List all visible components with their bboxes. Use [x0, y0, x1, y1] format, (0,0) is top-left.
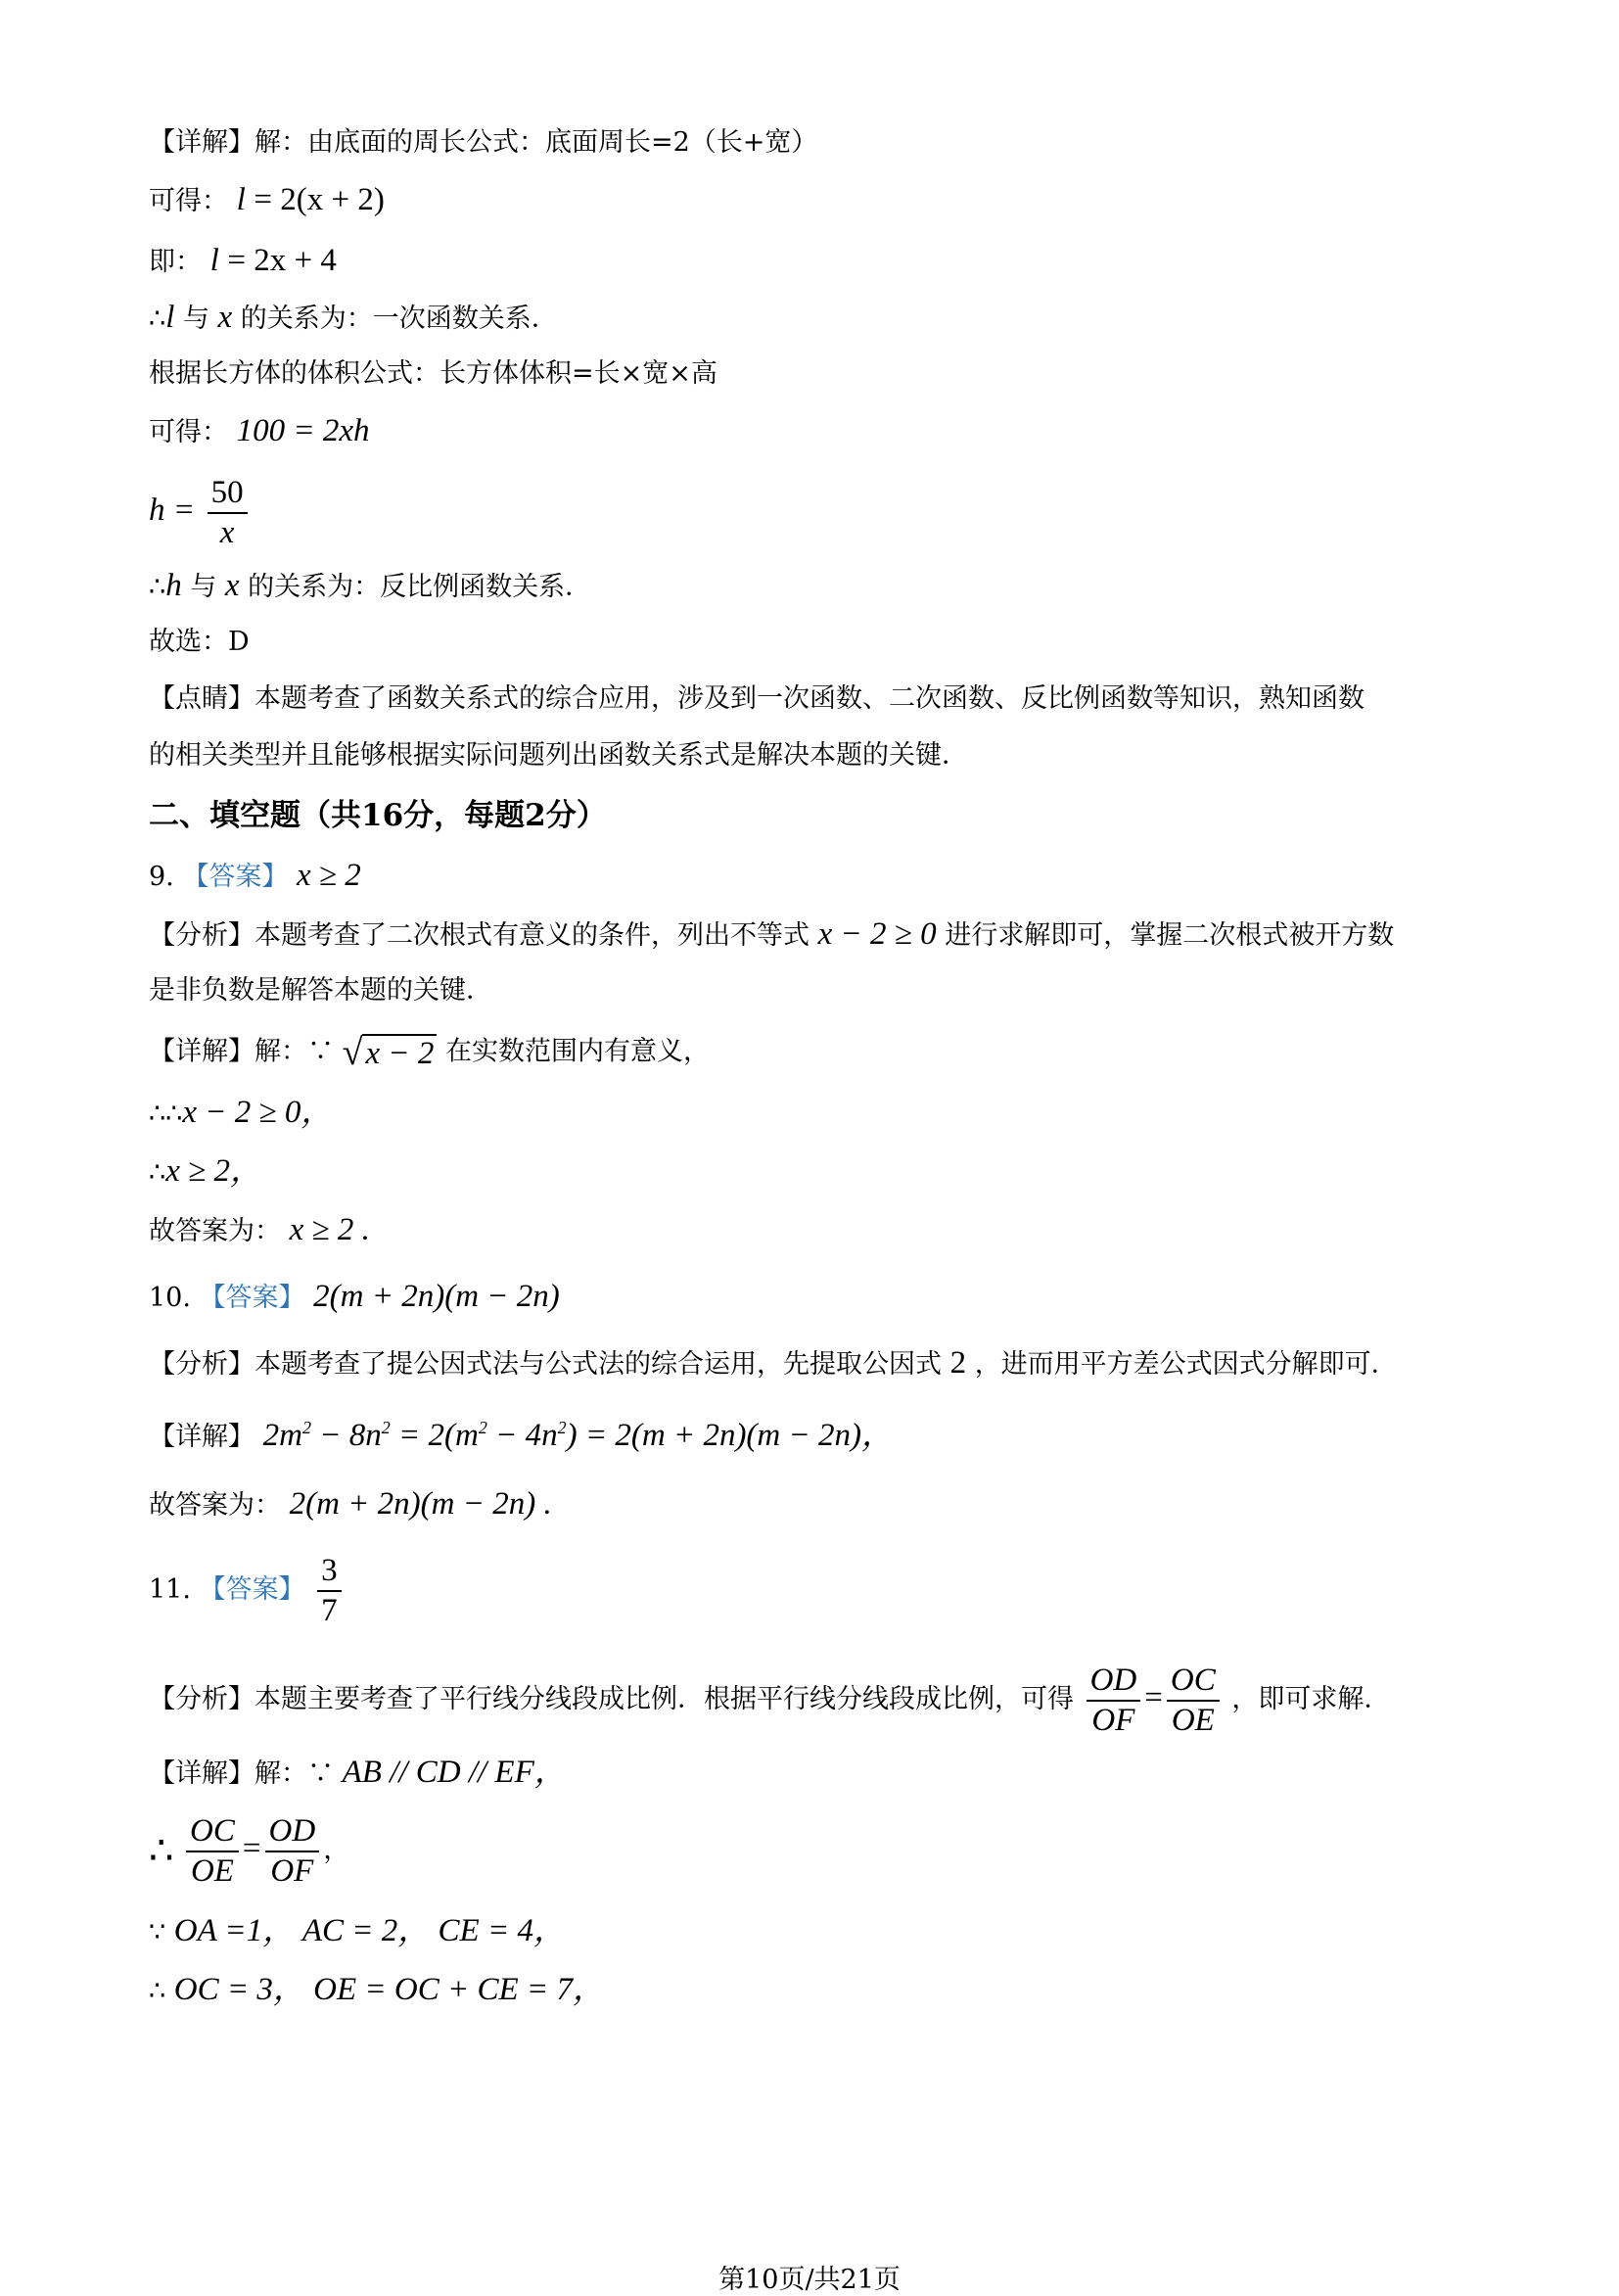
- text: ，即可求解．: [1231, 1684, 1391, 1714]
- text-line: [149, 1212, 370, 1249]
- fraction: [317, 1552, 342, 1628]
- exponent: 2: [478, 1418, 487, 1437]
- question-number: 10.: [149, 1283, 191, 1313]
- text: 【分析】本题考查了提公因式法与公式法的综合运用，先提取公因式: [149, 1349, 942, 1380]
- answer-tag: 【答案】: [199, 1283, 305, 1313]
- math-expression: x − 2 ≥ 0: [817, 916, 937, 952]
- text-line: ∴ $\frac{OC}{OE}$ = $\frac{OD}{OF}$ ，: [149, 1812, 350, 1889]
- answer-tag: 【答案】: [182, 862, 289, 892]
- text: 的关系为：反比例函数关系．: [248, 572, 592, 602]
- section-heading: 二、填空题（共16分，每题2分）: [149, 798, 607, 833]
- math-expression: OA =1， AC = 2， CE = 4，: [173, 1913, 566, 1948]
- numerator: 50: [208, 477, 248, 514]
- math-var-l: l: [165, 300, 175, 335]
- term: ) = 2(m + 2n)(m − 2n)，: [566, 1418, 895, 1453]
- text-line: [149, 1034, 710, 1071]
- text-line: [149, 916, 1394, 954]
- fraction: [1167, 1664, 1220, 1737]
- text-line: [149, 466, 252, 556]
- text: 【详解】解：∵: [149, 1036, 334, 1067]
- radicand: x − 2: [362, 1034, 437, 1071]
- text-line: 根据长方体的体积公式：长方体体积=长×宽×高: [149, 358, 717, 389]
- equals-sign: =: [1144, 1680, 1163, 1715]
- therefore: ∴: [149, 572, 166, 602]
- math-expression: x − 2 ≥ 0，: [182, 1095, 334, 1130]
- math-expression: 100 = 2xh: [236, 413, 370, 448]
- label: 可得：: [149, 417, 228, 447]
- math-var-x: x: [224, 568, 240, 603]
- math-expression: = 2(x + 2): [254, 182, 385, 217]
- text: 与: [182, 304, 209, 334]
- text: 【详解】: [149, 1422, 254, 1452]
- question-number: 9.: [149, 862, 174, 892]
- therefore: ∴: [149, 304, 166, 334]
- math-expression: x ≥ 2 .: [289, 1212, 370, 1247]
- fraction: [186, 1812, 239, 1889]
- math-var-x: x: [217, 300, 233, 335]
- text-line: [149, 1755, 567, 1792]
- math-expression: [263, 1418, 894, 1453]
- sqrt-expression: [343, 1034, 438, 1071]
- math-expression: 2(m + 2n)(m − 2n) .: [289, 1486, 552, 1522]
- question-11: [149, 1551, 346, 1629]
- text-line: [149, 1095, 333, 1132]
- term: = 2(m: [397, 1418, 479, 1453]
- question-10: [149, 1279, 560, 1316]
- denominator: OF: [1091, 1702, 1135, 1738]
- text: 【分析】本题考查了二次根式有意义的条件，列出不等式: [149, 920, 810, 951]
- page-footer: 第10页/共21页: [718, 2265, 901, 2295]
- text-line: [149, 1153, 262, 1191]
- exponent: 2: [557, 1418, 567, 1437]
- text-line: [149, 1659, 1390, 1739]
- therefore: ∴∴: [149, 1099, 183, 1129]
- math-var-h: h: [165, 568, 182, 603]
- numerator: OC: [1167, 1664, 1220, 1702]
- fraction: [1087, 1664, 1141, 1737]
- fraction: [208, 474, 248, 550]
- answer-expression: x ≥ 2: [296, 858, 361, 893]
- equals-sign: =: [242, 1831, 261, 1866]
- label: 故答案为：: [149, 1490, 281, 1521]
- math-var-l: l: [236, 182, 246, 217]
- math-expression: h =: [149, 492, 196, 528]
- text-line: [149, 300, 558, 337]
- numerator: 3: [317, 1555, 342, 1592]
- denominator: x: [219, 514, 235, 550]
- question-number: 11.: [149, 1574, 191, 1605]
- label: 即：: [149, 247, 202, 277]
- text-line: [149, 1410, 894, 1455]
- radical-sign: √: [342, 1032, 363, 1073]
- denominator: OF: [270, 1852, 314, 1889]
- text-line: 的相关类型并且能够根据实际问题列出函数关系式是解决本题的关键．: [149, 740, 968, 771]
- exponent: 2: [301, 1418, 311, 1437]
- numerator: OC: [186, 1815, 239, 1852]
- text: ，进而用平方差公式因式分解即可．: [974, 1349, 1398, 1380]
- numerator: OD: [265, 1815, 320, 1852]
- therefore: ∴: [149, 1828, 174, 1874]
- text-line: [149, 1913, 566, 1950]
- text-line: [149, 1972, 605, 2009]
- term: − 4n: [495, 1418, 558, 1453]
- text-line: 故选：D: [149, 627, 250, 657]
- fraction: [265, 1812, 320, 1889]
- label: 可得：: [149, 186, 228, 216]
- text-line: [149, 182, 385, 219]
- text-line: 【详解】解：由底面的周长公式：底面周长=2（长+宽）: [149, 127, 818, 158]
- answer-tag: 【答案】: [199, 1574, 305, 1605]
- text-line: 【点睛】本题考查了函数关系式的综合应用，涉及到一次函数、二次函数、反比例函数等知识，熟知函数: [149, 683, 1365, 714]
- math-expression: x ≥ 2，: [165, 1153, 262, 1189]
- question-9: [149, 858, 361, 895]
- text: 进行求解即可，掌握二次根式被开方数: [945, 920, 1395, 951]
- math-expression: OC = 3， OE = OC + CE = 7，: [173, 1972, 605, 2007]
- therefore: ∴: [149, 1976, 166, 2006]
- term: − 8n: [319, 1418, 382, 1453]
- text: 【分析】本题主要考查了平行线分线段成比例．根据平行线分线段成比例，可得: [149, 1684, 1074, 1714]
- denominator: OE: [1171, 1702, 1215, 1738]
- math-number: 2: [949, 1345, 967, 1381]
- denominator: OE: [190, 1852, 234, 1889]
- exponent: 2: [381, 1418, 391, 1437]
- math-expression: = 2x + 4: [227, 243, 337, 278]
- text-line: 是非负数是解答本题的关键．: [149, 975, 492, 1006]
- term: 2m: [262, 1418, 302, 1453]
- text-line: [149, 243, 337, 280]
- text-line: [149, 413, 370, 450]
- answer-expression: 2(m + 2n)(m − 2n): [313, 1279, 560, 1314]
- label: 故答案为：: [149, 1216, 281, 1246]
- numerator: OD: [1087, 1664, 1141, 1702]
- text: 与: [190, 572, 217, 602]
- text: 【详解】解：∵: [149, 1758, 334, 1789]
- math-expression: AB // CD // EF，: [342, 1755, 567, 1790]
- text: 的关系为：一次函数关系．: [240, 304, 558, 334]
- because: ∵: [149, 1917, 166, 1947]
- therefore: ∴: [149, 1157, 166, 1188]
- denominator: 7: [321, 1592, 338, 1628]
- text-line: [149, 568, 591, 605]
- text-line: [149, 1345, 1398, 1382]
- text-line: [149, 1486, 552, 1523]
- math-var-l: l: [209, 243, 219, 278]
- text: 在实数范围内有意义，: [444, 1036, 710, 1067]
